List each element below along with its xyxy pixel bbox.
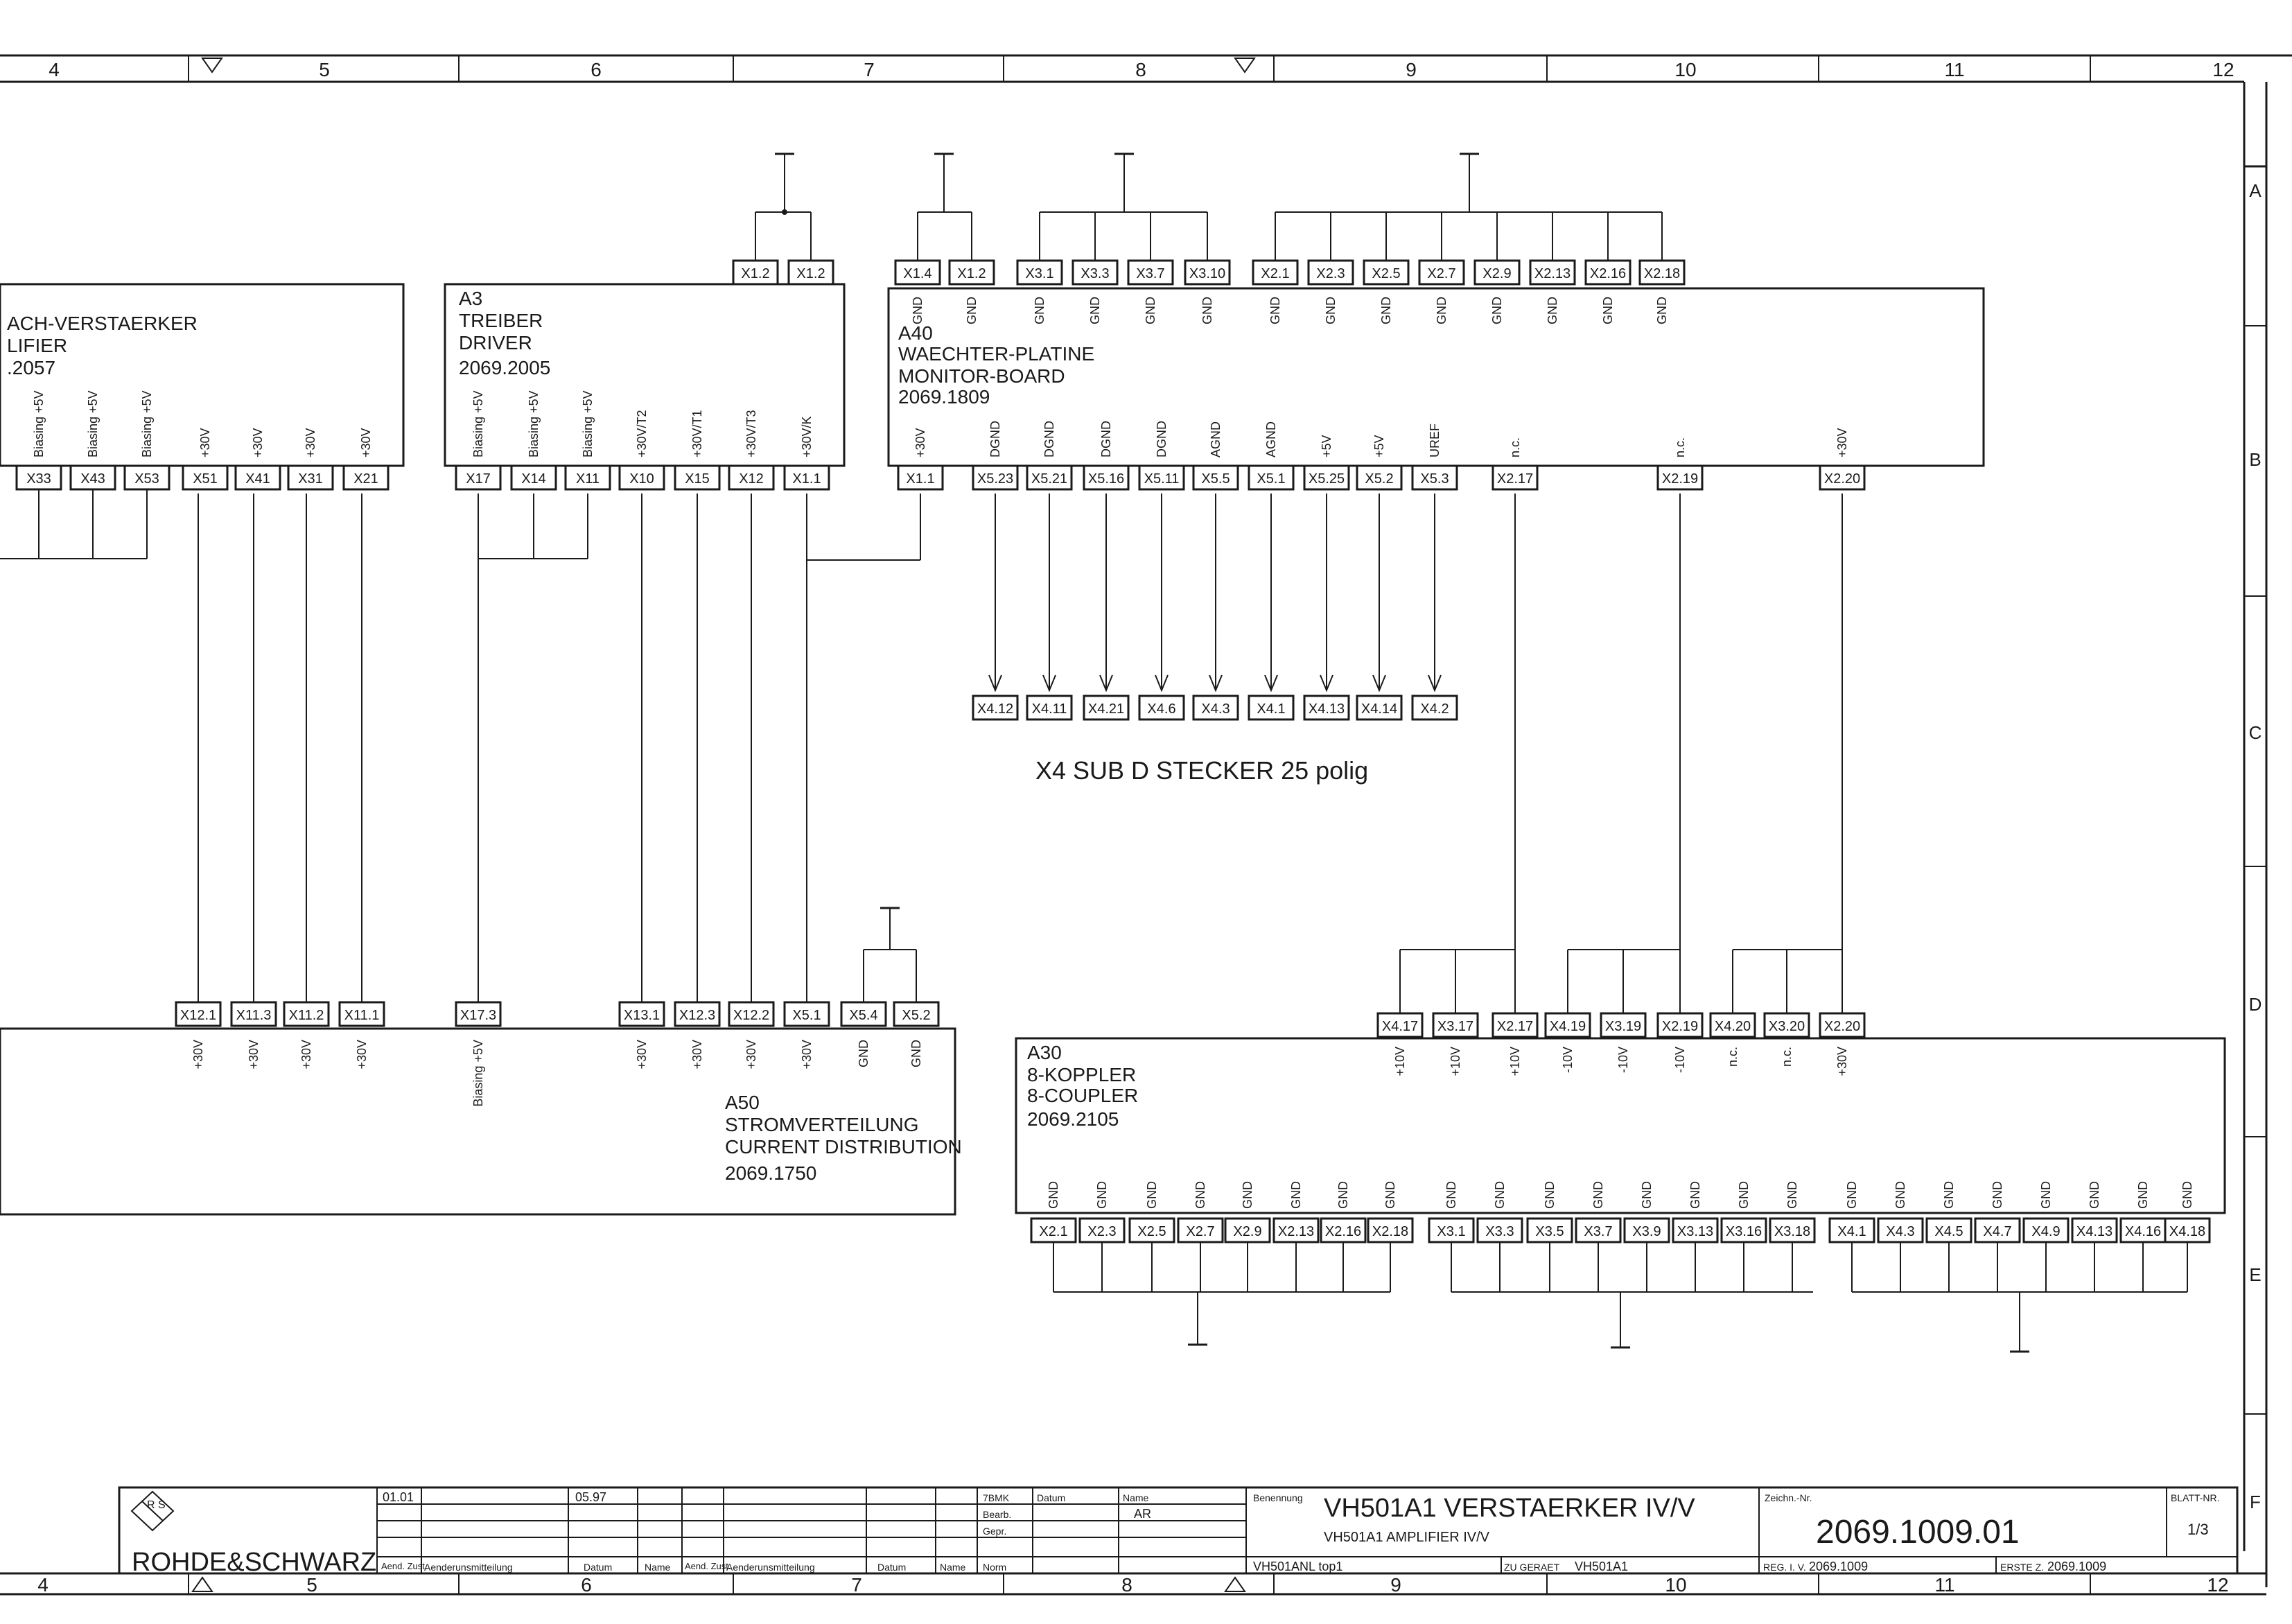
svg-text:2069.1809: 2069.1809 xyxy=(898,386,990,408)
left-pin-signal: +30V xyxy=(359,428,373,457)
a50-pin-label: X5.2 xyxy=(902,1008,931,1023)
a40-top-pin-label: X1.2 xyxy=(957,266,986,281)
frame-column-number: 10 xyxy=(1665,1574,1687,1596)
name-label: Name xyxy=(645,1562,671,1573)
a40-top-pin-signal: GND xyxy=(1379,297,1393,324)
a40-top-pin-label: X2.18 xyxy=(1643,266,1681,281)
svg-text:2069.2005: 2069.2005 xyxy=(459,357,551,378)
a50-pin-signal: Biasing +5V xyxy=(471,1040,485,1107)
a30-bottom-pin-label: X2.1 xyxy=(1039,1224,1068,1239)
left-pin-signal: +30V xyxy=(251,428,265,457)
a40-top-pin-signal: GND xyxy=(1435,297,1449,324)
x4-pin-label: X4.11 xyxy=(1031,701,1067,717)
a30-bottom-pin-label: X3.18 xyxy=(1774,1224,1811,1239)
a30-top-pin-signal: +10V xyxy=(1449,1047,1462,1076)
a30-bottom-pin-label: X2.5 xyxy=(1137,1224,1166,1239)
a30-bottom-pin-signal: GND xyxy=(1942,1181,1956,1209)
a40-bottom-pin-label: X2.20 xyxy=(1823,471,1861,487)
center-mark-icon xyxy=(193,1578,212,1591)
svg-text:TREIBER: TREIBER xyxy=(459,310,543,331)
a50-pin-label: X17.3 xyxy=(460,1008,497,1023)
a40-bottom-pin-label: X5.23 xyxy=(977,471,1014,487)
a40-bottom-pin-signal: DGND xyxy=(1155,421,1169,457)
a40-bottom-pin-label: X5.1 xyxy=(1257,471,1286,487)
a40-top-pin-label: X2.7 xyxy=(1427,266,1456,281)
svg-text:8-KOPPLER: 8-KOPPLER xyxy=(1027,1064,1137,1085)
frame-bottom-column-numbers xyxy=(37,1574,2228,1596)
a3-pin-signal: Biasing +5V xyxy=(581,390,595,457)
frame-column-number: 9 xyxy=(1390,1574,1401,1596)
a40-bottom-pin-signal: DGND xyxy=(1099,421,1113,457)
a3-pin-label: X12 xyxy=(739,471,764,487)
a30-bottom-pin-signal: GND xyxy=(1193,1181,1207,1209)
x4-pin-label: X4.6 xyxy=(1147,701,1176,717)
left-pin-label: X41 xyxy=(245,471,270,487)
a30-bottom-pin-signal: GND xyxy=(1845,1181,1859,1209)
a40-top-pin-signal: GND xyxy=(911,297,925,324)
a30-bottom-pin-label: X2.9 xyxy=(1233,1224,1262,1239)
a30-bottom-pin-label: X3.7 xyxy=(1584,1224,1613,1239)
a50-pin-signal: +30V xyxy=(355,1040,369,1069)
a40-bottom-pin-signal: UREF xyxy=(1428,424,1442,457)
reg-label: REG. I. V. xyxy=(1763,1562,1806,1573)
x4-pin-label: X4.14 xyxy=(1361,701,1398,717)
a30-top-pin-signal: -10V xyxy=(1673,1047,1687,1074)
frame-column-number: 9 xyxy=(1406,59,1417,80)
a30-bottom-pin-label: X4.16 xyxy=(2124,1224,2162,1239)
a30-bottom-pin-label: X4.9 xyxy=(2031,1224,2061,1239)
zu-geraet-label: ZU GERAET xyxy=(1504,1562,1560,1573)
a50-pin-label: X11.2 xyxy=(288,1008,324,1023)
a30-bottom-pin-signal: GND xyxy=(1047,1181,1060,1209)
a30-bottom-pin-signal: GND xyxy=(1289,1181,1303,1209)
a30-bottom-pin-label: X2.18 xyxy=(1372,1224,1409,1239)
a30-top-pin-label: X2.17 xyxy=(1496,1019,1534,1034)
a3-pin-signal: +30V/T3 xyxy=(744,410,758,457)
name-value: AR xyxy=(1134,1507,1152,1521)
a40-top-pin-signal: GND xyxy=(965,297,979,324)
x4-connector-label: X4 SUB D STECKER 25 polig xyxy=(1035,756,1369,785)
frame-column-number: 12 xyxy=(2212,59,2234,80)
a40-bottom-pin-label: X5.2 xyxy=(1365,471,1394,487)
a30-top-pin-label: X4.17 xyxy=(1381,1019,1419,1034)
a50-pin-label: X13.1 xyxy=(623,1008,661,1023)
a30-top-pin-label: X2.20 xyxy=(1823,1019,1861,1034)
bmk-label: 7BMK xyxy=(983,1492,1010,1503)
a40-top-pin-label: X2.9 xyxy=(1482,266,1512,281)
a30-bottom-pin-signal: GND xyxy=(2088,1181,2101,1209)
frame-column-number: 5 xyxy=(306,1574,317,1596)
a30-bottom-pin-label: X2.13 xyxy=(1277,1224,1315,1239)
svg-text:A30: A30 xyxy=(1027,1042,1062,1063)
a40-top-pin-signal: GND xyxy=(1200,297,1214,324)
a50-pin-signal: +30V xyxy=(744,1040,758,1069)
aend-zust-label-2: Aend. Zust. xyxy=(685,1561,731,1571)
a30-bottom-pin-signal: GND xyxy=(1383,1181,1397,1209)
a40-bottom-pin-label: X5.5 xyxy=(1201,471,1230,487)
a3-pin-signal: +30V/T2 xyxy=(635,410,649,457)
a40-bottom-pin-label: X5.3 xyxy=(1420,471,1449,487)
norm-label: Norm xyxy=(983,1562,1007,1573)
a3-top-connectors xyxy=(733,261,833,284)
a40-top-pin-label: X2.16 xyxy=(1589,266,1627,281)
a50-pin-label: X12.3 xyxy=(679,1008,716,1023)
svg-text:.2057: .2057 xyxy=(7,357,56,378)
a50-pin-signal: +30V xyxy=(635,1040,649,1069)
a50-pin-signal: GND xyxy=(909,1040,923,1067)
a40-top-pin-signal: GND xyxy=(1033,297,1047,324)
a30-bottom-pin-label: X3.13 xyxy=(1677,1224,1714,1239)
frame-row-letter: A xyxy=(2249,180,2262,201)
svg-text:2069.2105: 2069.2105 xyxy=(1027,1108,1119,1130)
a40-top-pin-label: X2.13 xyxy=(1534,266,1571,281)
a30-top-pin-signal: +10V xyxy=(1508,1047,1522,1076)
a30-top-pin-signal: -10V xyxy=(1561,1047,1575,1074)
a50-pin-label: X11.3 xyxy=(236,1008,272,1023)
a30-bottom-pin-label: X2.3 xyxy=(1087,1224,1117,1239)
change-note-label-2: Aenderunsmitteilung xyxy=(726,1562,815,1573)
a30-bottom-pin-signal: GND xyxy=(1991,1181,2004,1209)
a40-bottom-pin-label: X5.16 xyxy=(1087,471,1125,487)
center-mark-icon xyxy=(202,58,222,72)
a30-bottom-pin-signal: GND xyxy=(1785,1181,1799,1209)
a40-bottom-pin-signal: +5V xyxy=(1372,435,1386,457)
a30-top-pin-label: X3.20 xyxy=(1768,1019,1805,1034)
a3-pin-signal: Biasing +5V xyxy=(527,390,541,457)
a40-top-pin-label: X3.7 xyxy=(1136,266,1165,281)
a3-pin-label: X10 xyxy=(629,471,654,487)
a30-bottom-pin-label: X3.1 xyxy=(1437,1224,1466,1239)
a3-pin-label: X1.1 xyxy=(792,471,821,487)
a30-top-pin-signal: -10V xyxy=(1616,1047,1630,1074)
a30-bottom-pin-label: X4.7 xyxy=(1983,1224,2012,1239)
bearb-label: Bearb. xyxy=(983,1509,1012,1520)
a30-top-pin-signal: n.c. xyxy=(1780,1047,1794,1067)
x4-pin-label: X4.13 xyxy=(1308,701,1345,717)
a50-pin-label: X11.1 xyxy=(344,1008,380,1023)
a30-bottom-pin-signal: GND xyxy=(1444,1181,1458,1209)
frame-column-number: 7 xyxy=(864,59,875,80)
a40-bottom-pin-signal: n.c. xyxy=(1508,437,1522,457)
a40-top-pin-label: X3.3 xyxy=(1081,266,1110,281)
frame-row-letter: C xyxy=(2248,722,2262,743)
svg-text:LIFIER: LIFIER xyxy=(7,335,68,356)
a50-pin-label: X5.1 xyxy=(792,1008,821,1023)
frame-column-number: 4 xyxy=(49,59,60,80)
x4-pin-label: X4.21 xyxy=(1087,701,1125,717)
a30-top-pin-label: X2.19 xyxy=(1661,1019,1699,1034)
svg-text:A3: A3 xyxy=(459,288,483,309)
a30-top-pin-signal: n.c. xyxy=(1726,1047,1740,1067)
a30-bottom-pin-signal: GND xyxy=(1688,1181,1702,1209)
a30-bottom-pin-signal: GND xyxy=(1640,1181,1654,1209)
left-pin-signal: Biasing +5V xyxy=(32,390,46,457)
zu-geraet-value: VH501A1 xyxy=(1575,1560,1629,1573)
a50-pin-signal: +30V xyxy=(191,1040,205,1069)
svg-text:STROMVERTEILUNG: STROMVERTEILUNG xyxy=(725,1114,919,1135)
svg-text:ACH-VERSTAERKER: ACH-VERSTAERKER xyxy=(7,313,198,334)
a30-bottom-pin-signal: GND xyxy=(1591,1181,1605,1209)
a50-pin-label: X5.4 xyxy=(849,1008,878,1023)
a40-top-pin-signal: GND xyxy=(1546,297,1559,324)
datum-label: Datum xyxy=(1037,1492,1066,1503)
svg-text:A40: A40 xyxy=(898,322,933,344)
a30-bottom-pin-signal: GND xyxy=(1893,1181,1907,1209)
title-block xyxy=(119,1487,2237,1577)
a3-pin-signal: Biasing +5V xyxy=(471,390,485,457)
frame-column-number: 12 xyxy=(2207,1574,2229,1596)
a40-top-pin-label: X1.4 xyxy=(903,266,932,281)
x4-pin-label: X4.1 xyxy=(1257,701,1286,717)
frame-column-number: 11 xyxy=(1944,59,1965,80)
erste-label: ERSTE Z. xyxy=(2000,1562,2045,1573)
a50-pin-signal: +30V xyxy=(247,1040,261,1069)
a40-top-pin-label: X2.5 xyxy=(1372,266,1401,281)
logo-letters: R S xyxy=(147,1499,166,1511)
left-pin-signal: Biasing +5V xyxy=(86,390,100,457)
date-label: Datum xyxy=(584,1562,613,1573)
a3-pin-label: X15 xyxy=(685,471,710,487)
center-mark-icon xyxy=(1225,1578,1245,1591)
gepr-label: Gepr. xyxy=(983,1526,1007,1537)
a40-top-pin-signal: GND xyxy=(1268,297,1282,324)
a40-top-pin-label: X2.1 xyxy=(1261,266,1290,281)
a3-pin-label: X11 xyxy=(575,471,600,487)
a30-bottom-pin-signal: GND xyxy=(2136,1181,2150,1209)
a30-bottom-pin-label: X2.16 xyxy=(1324,1224,1362,1239)
a40-bottom-pin-signal: AGND xyxy=(1264,421,1278,457)
x4-pin-label: X4.2 xyxy=(1420,701,1449,717)
a30-bottom-pin-signal: GND xyxy=(1336,1181,1350,1209)
a30-bottom-pin-label: X4.1 xyxy=(1837,1224,1866,1239)
a30-bottom-pin-label: X4.18 xyxy=(2169,1224,2206,1239)
a3-top-pin-label: X1.2 xyxy=(741,266,770,281)
change-note-label: Aenderunsmitteilung xyxy=(424,1562,513,1573)
a30-bottom-pin-label: X4.13 xyxy=(2076,1224,2113,1239)
left-pin-signal: Biasing +5V xyxy=(140,390,154,457)
a30-top-pin-label: X3.19 xyxy=(1604,1019,1642,1034)
frame-column-number: 8 xyxy=(1135,59,1146,80)
a3-pin-label: X14 xyxy=(521,471,546,487)
left-pin-label: X33 xyxy=(26,471,51,487)
left-pin-label: X31 xyxy=(298,471,323,487)
frame-row-letter: F xyxy=(2250,1492,2261,1512)
a40-bottom-pin-signal: +5V xyxy=(1320,435,1333,457)
a40-bottom-pin-label: X2.17 xyxy=(1496,471,1534,487)
left-pin-signal: +30V xyxy=(304,428,317,457)
sheet-number: 1/3 xyxy=(2187,1521,2209,1538)
a3-top-pin-label: X1.2 xyxy=(796,266,825,281)
left-pin-signal: +30V xyxy=(198,428,212,457)
drawing-number: 2069.1009.01 xyxy=(1816,1514,2020,1551)
frame-column-number: 6 xyxy=(591,59,602,80)
a40-bottom-pin-label: X5.25 xyxy=(1308,471,1345,487)
a30-bottom-pin-label: X3.3 xyxy=(1485,1224,1514,1239)
a30-top-pin-label: X3.17 xyxy=(1437,1019,1474,1034)
a30-bottom-pin-signal: GND xyxy=(2180,1181,2194,1209)
a30-top-pin-signal: +10V xyxy=(1393,1047,1407,1076)
a40-bottom-pin-signal: +30V xyxy=(913,428,927,457)
a40-top-pin-signal: GND xyxy=(1601,297,1615,324)
a40-top-pin-signal: GND xyxy=(1088,297,1102,324)
svg-text:CURRENT DISTRIBUTION: CURRENT DISTRIBUTION xyxy=(725,1136,962,1158)
a30-bottom-pin-label: X3.9 xyxy=(1632,1224,1661,1239)
a40-top-pin-label: X3.1 xyxy=(1025,266,1054,281)
svg-text:2069.1750: 2069.1750 xyxy=(725,1162,817,1184)
frame-column-number: 4 xyxy=(37,1574,49,1596)
a40-bottom-pin-signal: AGND xyxy=(1209,421,1223,457)
a40-bottom-pin-label: X1.1 xyxy=(906,471,935,487)
a30-top-pin-label: X4.19 xyxy=(1549,1019,1586,1034)
a50-pin-label: X12.2 xyxy=(733,1008,770,1023)
a3-pin-signal: +30V/K xyxy=(800,416,814,457)
company-name: ROHDE&SCHWARZ xyxy=(132,1548,377,1577)
aend-zust-label: Aend. Zust. xyxy=(381,1561,428,1571)
a50-pin-signal: GND xyxy=(857,1040,871,1067)
name-label-2: Name xyxy=(940,1562,966,1573)
a40-top-pin-signal: GND xyxy=(1144,297,1157,324)
a40-top-pin-signal: GND xyxy=(1324,297,1338,324)
svg-text:MONITOR-BOARD: MONITOR-BOARD xyxy=(898,365,1065,387)
a3-pin-label: X17 xyxy=(466,471,491,487)
a30-bottom-pin-label: X4.5 xyxy=(1934,1224,1963,1239)
revision-date: 05.97 xyxy=(575,1490,607,1504)
frame-row-letter: B xyxy=(2249,449,2262,470)
a40-top-pin-signal: GND xyxy=(1490,297,1504,324)
name-header: Name xyxy=(1123,1492,1149,1503)
benennung-label: Benennung xyxy=(1253,1492,1303,1503)
a30-bottom-pin-signal: GND xyxy=(1737,1181,1751,1209)
svg-text:A50: A50 xyxy=(725,1092,760,1113)
frame-row-letter: D xyxy=(2248,994,2262,1015)
center-mark-icon xyxy=(1235,58,1254,72)
a40-bottom-pin-label: X5.21 xyxy=(1031,471,1068,487)
a40-bottom-pin-label: X5.11 xyxy=(1144,471,1180,487)
left-pin-label: X53 xyxy=(134,471,159,487)
a30-bottom-pin-label: X4.3 xyxy=(1886,1224,1915,1239)
a30-bottom-pin-label: X3.16 xyxy=(1725,1224,1762,1239)
a30-bottom-pin-signal: GND xyxy=(1095,1181,1109,1209)
frame-top-column-numbers xyxy=(49,59,2234,80)
a40-top-pin-label: X2.3 xyxy=(1316,266,1345,281)
a40-bottom-pin-signal: +30V xyxy=(1835,428,1849,457)
x4-pin-label: X4.12 xyxy=(977,701,1014,717)
frame-row-letters xyxy=(2249,180,2262,1512)
a40-bottom-pin-label: X2.19 xyxy=(1661,471,1699,487)
svg-text:WAECHTER-PLATINE: WAECHTER-PLATINE xyxy=(898,343,1095,365)
a30-bottom-pin-signal: GND xyxy=(1145,1181,1159,1209)
left-pin-label: X51 xyxy=(193,471,218,487)
left-pin-label: X21 xyxy=(353,471,378,487)
a30-top-pin-signal: +30V xyxy=(1835,1047,1849,1076)
a50-pin-signal: +30V xyxy=(690,1040,704,1069)
drawing-no-label: Zeichn.-Nr. xyxy=(1765,1492,1812,1503)
a50-pin-signal: +30V xyxy=(299,1040,313,1069)
a40-bottom-pin-signal: DGND xyxy=(1042,421,1056,457)
drawing-title-en: VH501A1 AMPLIFIER IV/V xyxy=(1324,1530,1489,1545)
frame-column-number: 6 xyxy=(581,1574,592,1596)
frame-column-number: 7 xyxy=(851,1574,862,1596)
a3-pin-signal: +30V/T1 xyxy=(690,410,704,457)
a40-bottom-pin-signal: n.c. xyxy=(1673,437,1687,457)
revision-index: 01.01 xyxy=(383,1490,414,1504)
svg-text:DRIVER: DRIVER xyxy=(459,332,532,353)
a50-pin-label: X12.1 xyxy=(180,1008,217,1023)
frame-column-number: 10 xyxy=(1674,59,1697,80)
a30-top-pin-label: X4.20 xyxy=(1714,1019,1751,1034)
a30-bottom-pin-label: X3.5 xyxy=(1535,1224,1564,1239)
erste-value: 2069.1009 xyxy=(2047,1560,2107,1573)
drawing-title-de: VH501A1 VERSTAERKER IV/V xyxy=(1324,1494,1695,1523)
x4-pin-label: X4.3 xyxy=(1201,701,1230,717)
sheet-no-label: BLATT-NR. xyxy=(2171,1492,2220,1503)
date-label-2: Datum xyxy=(877,1562,907,1573)
a30-bottom-pin-signal: GND xyxy=(1241,1181,1254,1209)
frame-column-number: 5 xyxy=(319,59,330,80)
frame-column-number: 8 xyxy=(1121,1574,1132,1596)
a30-bottom-pin-signal: GND xyxy=(1493,1181,1507,1209)
a40-bottom-pin-signal: DGND xyxy=(988,421,1002,457)
svg-text:8-COUPLER: 8-COUPLER xyxy=(1027,1085,1139,1106)
a50-pin-signal: +30V xyxy=(800,1040,814,1069)
a40-top-pin-signal: GND xyxy=(1655,297,1669,324)
a30-bottom-pin-signal: GND xyxy=(1543,1181,1557,1209)
a30-bottom-pin-label: X2.7 xyxy=(1186,1224,1215,1239)
a40-top-pin-label: X3.10 xyxy=(1189,266,1226,281)
frame-column-number: 11 xyxy=(1934,1574,1955,1596)
left-pin-label: X43 xyxy=(80,471,105,487)
file-name: VH501ANL top1 xyxy=(1253,1560,1343,1573)
a30-bottom-pin-signal: GND xyxy=(2039,1181,2053,1209)
reg-value: 2069.1009 xyxy=(1809,1560,1869,1573)
frame-row-letter: E xyxy=(2249,1264,2262,1285)
